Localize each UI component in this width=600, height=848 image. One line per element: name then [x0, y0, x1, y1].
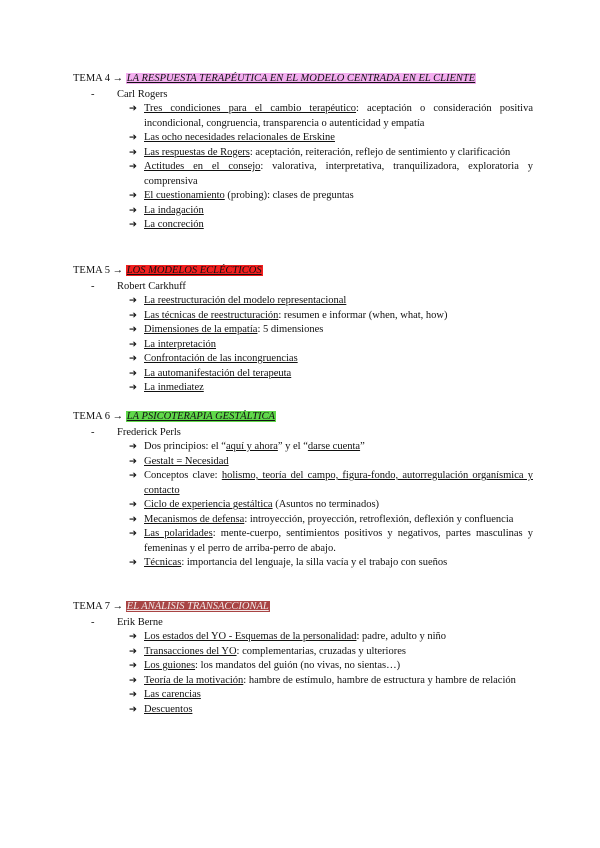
item-list [73, 294, 533, 396]
topic-title: LA PSICOTERAPIA GESTÁLTICA [126, 411, 275, 422]
list-item [73, 455, 533, 470]
list-item [73, 527, 533, 556]
item-term: La inmediatez [144, 382, 204, 393]
item-text: Dos principios: el “ [144, 441, 226, 452]
topic-7 [73, 600, 533, 717]
item-term: La automanifestación del terapeuta [144, 367, 292, 379]
item-term: Los estados del YO - Esquemas de la personalidad [144, 631, 357, 642]
topic-heading [73, 72, 533, 86]
item-term: Las ocho necesidades relacionales de Erskine [144, 132, 335, 143]
item-term: Descuentos [144, 703, 193, 715]
topic-heading [73, 264, 533, 278]
item-text: : resumen e informar (when, what, how) [278, 309, 448, 321]
topic-4 [73, 72, 533, 233]
item-text: : los mandatos del guión (no vivas, no sientas…) [195, 660, 401, 671]
list-item [73, 440, 533, 455]
author: - Frederick Perls [91, 427, 181, 438]
item-term: El cuestionamiento [144, 190, 225, 201]
list-item [73, 630, 533, 645]
arrow-icon: ➔ [129, 103, 137, 114]
arrow-icon: ➔ [129, 146, 137, 158]
list-item [73, 513, 533, 528]
item-term: Mecanismos de defensa [144, 513, 245, 525]
item-term: La reestructuración del modelo representacional [144, 295, 347, 306]
item-term: Los guiones [144, 660, 196, 671]
arrow-icon: ➔ [129, 204, 137, 216]
item-text: ” [360, 441, 365, 452]
topic-5 [73, 264, 533, 396]
topic-label: TEMA 7 → [73, 601, 124, 612]
list-item [73, 688, 533, 703]
item-term: Gestalt = Necesidad [144, 455, 229, 467]
item-term: darse cuenta [307, 441, 361, 452]
arrow-icon: ➔ [129, 353, 137, 364]
item-text: : complementarias, cruzadas y ulteriores [236, 645, 406, 657]
item-term: La indagación [144, 204, 204, 216]
item-term: Dimensiones de la empatía [144, 324, 258, 335]
item-term: Actitudes en el consejo [144, 161, 261, 172]
list-item [73, 204, 533, 219]
item-text: : padre, adulto y niño [356, 631, 447, 642]
arrow-icon: ➔ [129, 645, 137, 657]
arrow-icon: ➔ [129, 660, 137, 671]
author-name: Robert Carkhuff [117, 281, 186, 292]
arrow-icon: ➔ [129, 455, 137, 467]
list-item [73, 498, 533, 513]
list-item [73, 352, 533, 367]
item-text: Conceptos clave: [144, 470, 222, 481]
author: - Carl Rogers [91, 89, 168, 100]
item-text: (Asuntos no terminados) [272, 499, 380, 510]
list-item [73, 160, 533, 189]
arrow-icon: ➔ [129, 161, 137, 172]
item-term: Teoría de la motivación [144, 674, 244, 686]
arrow-icon: ➔ [129, 674, 137, 686]
item-term: Las respuestas de Rogers [144, 146, 250, 158]
arrow-icon: ➔ [129, 499, 137, 510]
topic-title: LA RESPUESTA TERAPÉUTICA EN EL MODELO CENTRADA EN EL CLIENTE [126, 73, 476, 84]
item-list [73, 440, 533, 571]
arrow-icon: ➔ [129, 528, 137, 539]
arrow-icon: ➔ [129, 338, 137, 350]
item-text: : introyección, proyección, retroflexión, deflexión y confluencia [244, 513, 514, 525]
author-name: Frederick Perls [117, 427, 181, 438]
list-item [73, 674, 533, 689]
list-item [73, 338, 533, 353]
item-text: : aceptación o consideración positiva incondicional, congruencia, transparencia o autenticidad y empatía [144, 103, 533, 129]
author-name: Carl Rogers [117, 89, 168, 100]
arrow-icon: ➔ [129, 382, 137, 393]
arrow-icon: ➔ [129, 367, 137, 379]
arrow-icon: ➔ [129, 132, 137, 143]
list-item [73, 469, 533, 498]
item-text: : mente-cuerpo, sentimientos positivos y negativos, partes masculinas y femeninas y el perro de arriba-perro de abajo. [144, 528, 534, 554]
item-text: ” y el “ [277, 441, 308, 452]
item-term: La concreción [144, 219, 204, 230]
list-item [73, 131, 533, 146]
item-term: Las carencias [144, 689, 201, 700]
item-term: Ciclo de experiencia gestáltica [144, 499, 273, 510]
topic-label: TEMA 4 → [73, 73, 124, 84]
arrow-icon: ➔ [129, 631, 137, 642]
item-term: Transacciones del YO [144, 645, 237, 657]
item-term: aquí y ahora [225, 441, 278, 452]
list-item [73, 381, 533, 396]
topic-heading [73, 410, 533, 424]
topic-title: EL ANÁLISIS TRANSACCIONAL [126, 601, 269, 612]
list-item [73, 323, 533, 338]
item-text: : importancia del lenguaje, la silla vacía y el trabajo con sueños [181, 557, 448, 568]
arrow-icon: ➔ [129, 295, 137, 306]
list-item [73, 556, 533, 571]
arrow-icon: ➔ [129, 324, 137, 335]
author-name: Erik Berne [117, 617, 163, 628]
list-item [73, 367, 533, 382]
list-item [73, 102, 533, 131]
item-term: Las polaridades [144, 528, 213, 539]
list-item [73, 294, 533, 309]
topic-title: LOS MODELOS ECLÉCTICOS [126, 265, 262, 276]
item-text: : aceptación, reiteración, reflejo de sentimiento y clarificación [249, 146, 511, 158]
arrow-icon: ➔ [129, 190, 137, 201]
item-term: Las técnicas de reestructuración [144, 309, 279, 321]
item-term: Técnicas [144, 557, 182, 568]
item-term: Confrontación de las incongruencias [144, 353, 298, 364]
arrow-icon: ➔ [129, 513, 137, 525]
item-text: : valorativa, interpretativa, tranquilizadora, exploratoria y comprensiva [144, 161, 533, 187]
arrow-icon: ➔ [129, 557, 137, 568]
list-item [73, 659, 533, 674]
arrow-icon: ➔ [129, 689, 137, 700]
item-text: : 5 dimensiones [257, 324, 324, 335]
item-term: Tres condiciones para el cambio terapéutico [144, 103, 357, 114]
arrow-icon: ➔ [129, 441, 137, 452]
author: - Erik Berne [91, 617, 163, 628]
topic-heading [73, 600, 533, 614]
item-text: : hambre de estímulo, hambre de estructura y hambre de relación [243, 674, 516, 686]
list-item [73, 645, 533, 660]
topic-label: TEMA 5 → [73, 265, 124, 276]
arrow-icon: ➔ [129, 703, 137, 715]
list-item [73, 218, 533, 233]
arrow-icon: ➔ [129, 309, 137, 321]
arrow-icon: ➔ [129, 470, 137, 481]
item-text: (probing): clases de preguntas [224, 190, 354, 201]
list-item [73, 703, 533, 718]
topic-label: TEMA 6 → [73, 411, 124, 422]
item-term: La interpretación [144, 338, 217, 350]
item-list [73, 102, 533, 233]
author: - Robert Carkhuff [91, 281, 186, 292]
list-item [73, 309, 533, 324]
list-item [73, 146, 533, 161]
item-list [73, 630, 533, 717]
arrow-icon: ➔ [129, 219, 137, 230]
item-term: holismo, teoría del campo, figura-fondo, autorregulación organísmica y contacto [144, 470, 533, 496]
topic-6 [73, 410, 533, 571]
list-item [73, 189, 533, 204]
